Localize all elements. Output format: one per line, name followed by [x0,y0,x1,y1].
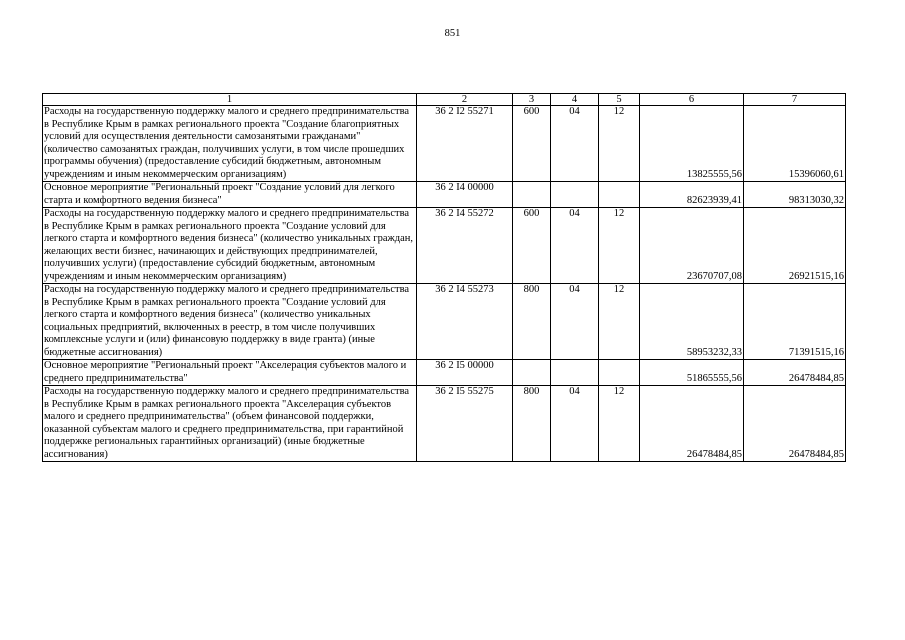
expense-type [513,182,551,208]
section-code: 04 [551,208,599,284]
column-header: 7 [744,94,846,106]
row-description: Основное мероприятие "Региональный проект "Акселерация субъектов малого и среднего предпринимательства" [43,360,417,386]
section-code [551,182,599,208]
table-row [43,360,846,386]
section-code [551,360,599,386]
amount-col6: 13825555,56 [640,106,744,182]
subsection-code [599,182,640,208]
column-header: 6 [640,94,744,106]
expense-type: 600 [513,106,551,182]
subsection-code [599,360,640,386]
target-code: 36 2 I2 55271 [417,106,513,182]
budget-table [42,93,846,462]
amount-col7: 71391515,16 [744,284,846,360]
table-row [43,284,846,360]
subsection-code: 12 [599,386,640,462]
amount-col7: 26478484,85 [744,360,846,386]
row-description: Расходы на государственную поддержку малого и среднего предпринимательства в Республике Крым в рамках регионального проекта "Создание условий для легкого старта и комфортного ведения бизнеса" (количество уникальных граждан, желающих вести бизнес, начинающих и действующих предпринимателей, получивших услуги) (предоставление субсидий бюджетным, автономным учреждениям и иным некоммерческим организациям) [43,208,417,284]
target-code: 36 2 I5 55275 [417,386,513,462]
expense-type [513,360,551,386]
table-row [43,182,846,208]
row-description: Основное мероприятие "Региональный проект "Создание условий для легкого старта и комфортного ведения бизнеса" [43,182,417,208]
header-row [43,94,846,106]
amount-col6: 51865555,56 [640,360,744,386]
amount-col6: 26478484,85 [640,386,744,462]
target-code: 36 2 I4 55273 [417,284,513,360]
target-code: 36 2 I4 00000 [417,182,513,208]
amount-col6: 82623939,41 [640,182,744,208]
section-code: 04 [551,106,599,182]
row-description: Расходы на государственную поддержку малого и среднего предпринимательства в Республике Крым в рамках регионального проекта "Создание благоприятных условий для осуществления деятельности самозанятыми гражданами" (количество самозанятых граждан, получивших услуги, в том числе прошедших программы обучения) (предоставление субсидий бюджетным, автономным учреждениям и иным некоммерческим организациям) [43,106,417,182]
row-description: Расходы на государственную поддержку малого и среднего предпринимательства в Республике Крым в рамках регионального проекта "Создание условий для легкого старта и комфортного ведения бизнеса" (количество уникальных социальных предприятий, включенных в реестр, в том числе получивших комплексные услуги и (или) финансовую поддержку в виде гранта) (иные бюджетные ассигнования) [43,284,417,360]
amount-col7: 26921515,16 [744,208,846,284]
column-header: 1 [43,94,417,106]
column-header: 5 [599,94,640,106]
target-code: 36 2 I5 00000 [417,360,513,386]
subsection-code: 12 [599,284,640,360]
column-header: 3 [513,94,551,106]
amount-col6: 23670707,08 [640,208,744,284]
subsection-code: 12 [599,208,640,284]
expense-type: 800 [513,284,551,360]
expense-type: 800 [513,386,551,462]
target-code: 36 2 I4 55272 [417,208,513,284]
page-number: 851 [444,28,461,39]
table-row [43,106,846,182]
section-code: 04 [551,284,599,360]
table-row [43,386,846,462]
amount-col7: 98313030,32 [744,182,846,208]
column-header: 2 [417,94,513,106]
amount-col6: 58953232,33 [640,284,744,360]
table-row [43,208,846,284]
amount-col7: 26478484,85 [744,386,846,462]
row-description: Расходы на государственную поддержку малого и среднего предпринимательства в Республике Крым в рамках регионального проекта "Акселерация субъектов малого и среднего предпринимательства" (объем финансовой поддержки, оказанной субъектам малого и среднего предпринимательства, при гарантийной поддержке региональных гарантийных организаций) (иные бюджетные ассигнования) [43,386,417,462]
subsection-code: 12 [599,106,640,182]
expense-type: 600 [513,208,551,284]
section-code: 04 [551,386,599,462]
amount-col7: 15396060,61 [744,106,846,182]
column-header: 4 [551,94,599,106]
